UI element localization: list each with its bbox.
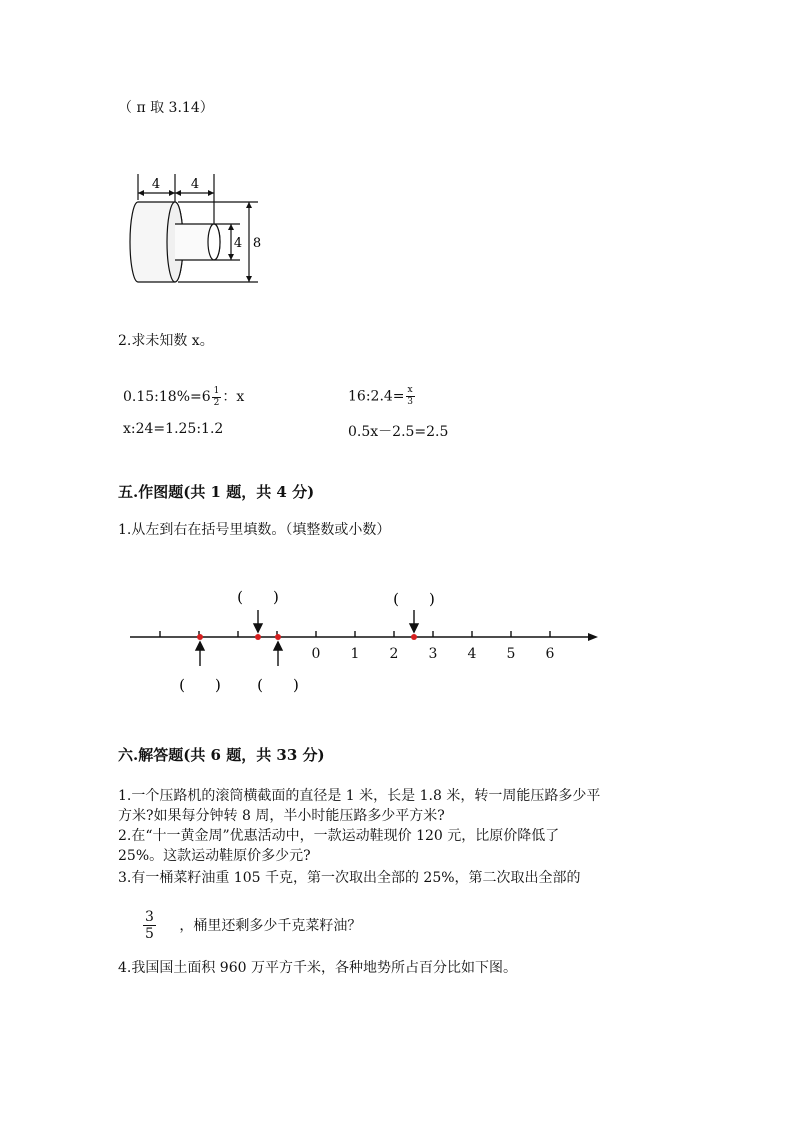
number-line-arrowhead <box>588 633 598 641</box>
number-line-figure <box>118 580 608 700</box>
answer-bracket-b[interactable]: ( ) <box>237 588 279 606</box>
answer-bracket-d[interactable]: ( ) <box>393 590 435 608</box>
question-5-1: 1.从左到右在括号里填数。（填整数或小数） <box>118 522 391 538</box>
equation-3: x:24=1.25:1.2 <box>123 421 224 437</box>
question-6-1-line2: 方米?如果每分钟转 8 周，半小时能压路多少平方米? <box>118 808 445 824</box>
point-a <box>197 634 203 640</box>
point-c <box>275 634 281 640</box>
dim-label-outer: 8 <box>252 236 262 251</box>
tick-label-3: 3 <box>428 646 438 662</box>
section5-heading: 五.作图题(共 1 题，共 4 分) <box>118 483 315 501</box>
question-6-3-line2: $\frac{3}{5}$ ，桶里还剩多少千克菜籽油？ <box>145 909 362 942</box>
tick-label-4: 4 <box>467 646 477 662</box>
tick-label-5: 5 <box>506 646 516 662</box>
section2-title: 2.求未知数 x。 <box>118 333 214 349</box>
dim-label-top-right: 4 <box>190 177 200 192</box>
equation-4: 0.5x－2.5=2.5 <box>348 424 449 440</box>
equation-2: 16:2.4= $\frac{x}{3}$ <box>348 385 413 407</box>
question-6-2-line1: 2.在“十一黄金周”优惠活动中，一款运动鞋现价 120 元，比原价降低了 <box>118 828 560 844</box>
question-6-1-line1: 1.一个压路机的滚筒横截面的直径是 1 米，长是 1.8 米，转一周能压路多少平 <box>118 788 601 804</box>
tick-label-6: 6 <box>545 646 555 662</box>
answer-bracket-a[interactable]: ( ) <box>179 676 221 694</box>
fraction-x-third: $\frac{x}{3}$ <box>407 385 413 407</box>
point-b <box>255 634 261 640</box>
tick-label-0: 0 <box>311 646 321 662</box>
equation-1: 0.15:18%=6 $\frac{1}{2}$ ：x <box>123 385 245 408</box>
point-d <box>411 634 417 640</box>
question-6-4: 4.我国国土面积 960 万平方千米，各种地势所占百分比如下图。 <box>118 960 517 976</box>
cylinder-figure <box>118 172 268 287</box>
question-6-2-line2: 25%。这款运动鞋原价多少元? <box>118 848 311 864</box>
answer-bracket-c[interactable]: ( ) <box>257 676 299 694</box>
section6-heading: 六.解答题(共 6 题，共 33 分) <box>118 746 325 764</box>
question-6-3-line1: 3.有一桶菜籽油重 105 千克，第一次取出全部的 25%，第二次取出全部的 <box>118 870 581 886</box>
dim-label-top-left: 4 <box>151 177 161 192</box>
pi-note: （ π 取 3.14） <box>118 100 214 116</box>
fraction-one-half: $\frac{1}{2}$ <box>213 385 220 408</box>
small-cylinder-face <box>208 224 220 260</box>
dim-label-inner: 4 <box>233 236 243 251</box>
fraction-three-fifths: $\frac{3}{5}$ <box>145 909 154 942</box>
tick-label-2: 2 <box>389 646 399 662</box>
tick-label-1: 1 <box>350 646 360 662</box>
